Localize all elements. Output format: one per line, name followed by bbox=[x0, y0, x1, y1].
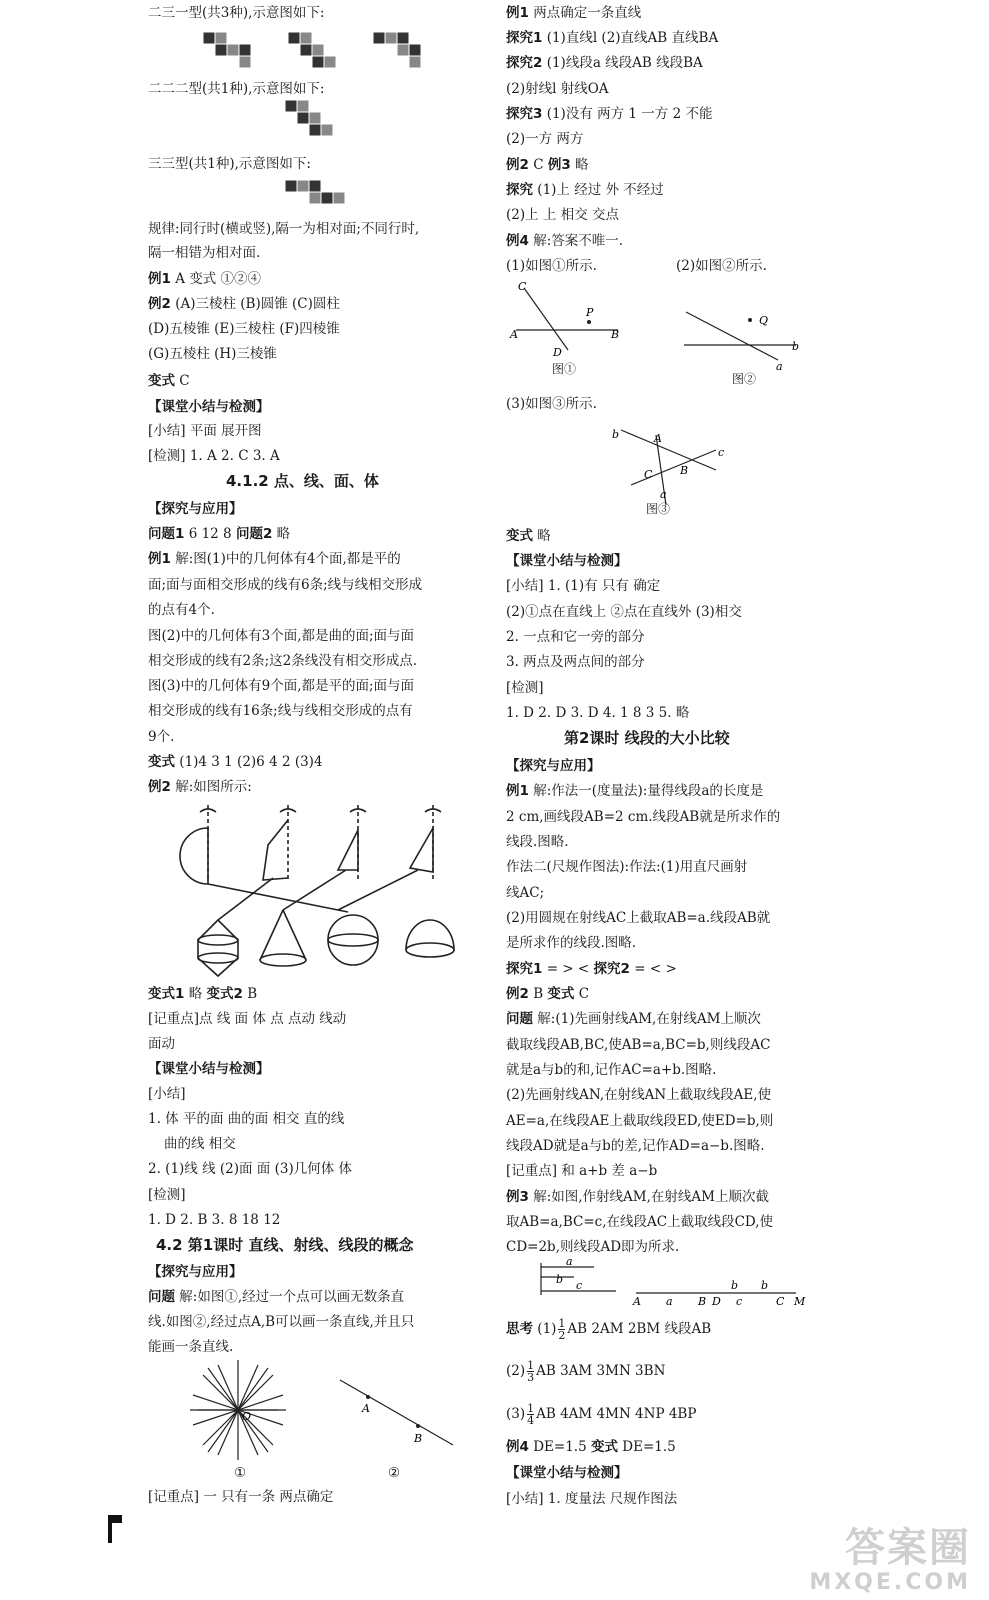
text-line: 思考 (1) $\frac{1}{2}$ AB 2AM 2BM 线段AB bbox=[506, 1317, 712, 1342]
text-line: 探究1 (1)直线l (2)直线AB 直线BA bbox=[506, 30, 719, 46]
text-line: 曲的线 相交 bbox=[164, 1136, 236, 1152]
text-line: [检测] bbox=[148, 1187, 186, 1203]
figure-label: ② bbox=[388, 1465, 401, 1481]
text-line: [记重点] 和 a+b 差 a−b bbox=[506, 1163, 658, 1179]
text-line: [小结] 1. (1)有 只有 确定 bbox=[506, 578, 661, 594]
text-line: 变式 C bbox=[148, 373, 190, 389]
text-line: 例3 解:如图,作射线AM,在射线AM上顺次截 bbox=[506, 1189, 769, 1205]
text-line: 取AB=a,BC=c,在线段AC上截取线段CD,使 bbox=[506, 1214, 774, 1230]
text-line: 1. D 2. B 3. 8 18 12 bbox=[148, 1212, 281, 1228]
svg-text:O: O bbox=[242, 1410, 252, 1423]
svg-text:c: c bbox=[718, 446, 725, 459]
text-line: 例2 B 变式 C bbox=[506, 986, 590, 1002]
text-line: [小结] 1. 度量法 尺规作图法 bbox=[506, 1491, 678, 1507]
svg-text:C: C bbox=[644, 468, 653, 481]
svg-text:A: A bbox=[633, 1295, 641, 1308]
text-line: 例1 两点确定一条直线 bbox=[506, 5, 642, 21]
text-line: 2. 一点和它一旁的部分 bbox=[506, 629, 645, 645]
text-line: 线.如图②,经过点A,B可以画一条直线,并且只 bbox=[148, 1314, 415, 1330]
watermark-logo: 答案圈 MXQE.COM bbox=[809, 1525, 971, 1595]
svg-text:b: b bbox=[792, 340, 800, 353]
text-line: 探究2 (1)线段a 线段AB 线段BA bbox=[506, 55, 703, 71]
svg-text:A: A bbox=[362, 1402, 370, 1415]
svg-text:b: b bbox=[761, 1279, 769, 1292]
cube-net-diagram-231 bbox=[198, 30, 458, 74]
text-line: 例2 C 例3 略 bbox=[506, 157, 589, 173]
svg-text:a: a bbox=[566, 1255, 573, 1268]
svg-text:D: D bbox=[712, 1295, 721, 1308]
text-line: 例1 解:图(1)中的几何体有4个面,都是平的 bbox=[148, 551, 401, 567]
text-line: 2. (1)线 线 (2)面 面 (3)几何体 体 bbox=[148, 1161, 352, 1177]
text-line: CD=2b,则线段AD即为所求. bbox=[506, 1239, 680, 1255]
text-line: 2 cm,画线段AB=2 cm.线段AB就是所求作的 bbox=[506, 809, 781, 825]
figure-caption: 图② bbox=[732, 372, 757, 386]
text-line: 3. 两点及两点间的部分 bbox=[506, 654, 645, 670]
section-heading: 【探究与应用】 bbox=[148, 501, 243, 517]
text-line: (3) $\frac{1}{4}$ AB 4AM 4MN 4NP 4BP bbox=[506, 1402, 697, 1427]
text-line: [记重点]点 线 面 体 点 点动 线动 bbox=[148, 1011, 347, 1027]
lines-through-points-diagram bbox=[178, 1360, 478, 1470]
text-line: 就是a与b的和,记作AC=a+b.图略. bbox=[506, 1062, 717, 1078]
text-line: 例1 解:作法一(度量法):量得线段a的长度是 bbox=[506, 783, 764, 799]
text-line: 规律:同行时(横或竖),隔一为相对面;不同行时, bbox=[148, 221, 420, 237]
svg-text:a: a bbox=[776, 360, 783, 373]
text-line: 图(3)中的几何体有9个面,都是平的面;面与面 bbox=[148, 678, 415, 694]
text-line: 隔一相错为相对面. bbox=[148, 245, 261, 261]
text-line: 1. 体 平的面 曲的面 相交 直的线 bbox=[148, 1111, 345, 1127]
text-line: 变式1 略 变式2 B bbox=[148, 986, 258, 1002]
svg-text:M: M bbox=[794, 1295, 806, 1308]
section-heading: 【探究与应用】 bbox=[148, 1264, 243, 1280]
text-line: (D)五棱锥 (E)三棱柱 (F)四棱锥 bbox=[148, 321, 340, 337]
svg-text:A: A bbox=[654, 432, 662, 445]
text-line: [记重点] 一 只有一条 两点确定 bbox=[148, 1489, 334, 1505]
text-line: 线段.图略. bbox=[506, 834, 569, 850]
svg-text:Q: Q bbox=[759, 314, 769, 327]
section-heading: 【课堂小结与检测】 bbox=[506, 553, 628, 569]
text-line: 相交形成的线有2条;这2条线没有相交形成点. bbox=[148, 653, 418, 669]
svg-text:c: c bbox=[736, 1295, 743, 1308]
text-line: 探究 (1)上 经过 外 不经过 bbox=[506, 182, 664, 198]
text-line: AE=a,在线段AE上截取线段ED,使ED=b,则 bbox=[506, 1113, 774, 1129]
text-line: [检测] 1. A 2. C 3. A bbox=[148, 448, 280, 464]
text-line: 能画一条直线. bbox=[148, 1339, 234, 1355]
text-line: 探究3 (1)没有 两方 1 一方 2 不能 bbox=[506, 106, 713, 122]
text-line: 探究1 = > < 探究2 = < > bbox=[506, 961, 677, 977]
text-line: (1)如图①所示. bbox=[506, 258, 597, 274]
text-line: [小结] 平面 展开图 bbox=[148, 423, 262, 439]
text-line: 图(2)中的几何体有3个面,都是曲的面;面与面 bbox=[148, 628, 415, 644]
text-line: (2)一方 两方 bbox=[506, 131, 584, 147]
subsection-title: 第2课时 线段的大小比较 bbox=[564, 729, 730, 747]
section-heading: 【探究与应用】 bbox=[506, 758, 601, 774]
svg-text:B: B bbox=[680, 464, 689, 477]
text-line: 变式 略 bbox=[506, 528, 551, 544]
section-heading: 【课堂小结与检测】 bbox=[148, 399, 270, 415]
text-line: 问题 解:(1)先画射线AM,在射线AM上顺次 bbox=[506, 1011, 761, 1027]
text-line: 1. D 2. D 3. D 4. 1 8 3 5. 略 bbox=[506, 705, 690, 721]
text-line: 例4 解:答案不唯一. bbox=[506, 233, 624, 249]
text-line: (2)上 上 相交 交点 bbox=[506, 207, 619, 223]
text-line: 9个. bbox=[148, 729, 175, 745]
subsection-title: 4.2 第1课时 直线、射线、线段的概念 bbox=[156, 1236, 414, 1254]
svg-text:B: B bbox=[414, 1432, 423, 1445]
text-line: (G)五棱柱 (H)三棱锥 bbox=[148, 346, 277, 362]
cube-net-diagram-33 bbox=[283, 178, 347, 210]
text-line: 例2 解:如图所示: bbox=[148, 779, 252, 795]
svg-text:C: C bbox=[518, 280, 527, 293]
text-line: 三三型(共1种),示意图如下: bbox=[148, 156, 311, 172]
svg-text:B: B bbox=[611, 328, 620, 341]
text-line: 问题1 6 12 8 问题2 略 bbox=[148, 526, 291, 542]
text-line: (2)射线l 射线OA bbox=[506, 81, 609, 97]
text-line: 面;面与面相交形成的线有6条;线与线相交形成 bbox=[148, 577, 423, 593]
svg-text:b: b bbox=[612, 428, 620, 441]
svg-text:a: a bbox=[660, 488, 667, 501]
line-figure-3 bbox=[606, 420, 736, 510]
svg-text:P: P bbox=[586, 306, 594, 319]
subsection-title: 4.1.2 点、线、面、体 bbox=[226, 472, 379, 490]
text-line: [检测] bbox=[506, 680, 544, 696]
figure-caption: 图① bbox=[552, 362, 577, 376]
text-line: 的点有4个. bbox=[148, 602, 215, 618]
svg-text:b: b bbox=[556, 1273, 564, 1286]
text-line: 二三一型(共3种),示意图如下: bbox=[148, 5, 325, 21]
svg-text:A: A bbox=[510, 328, 518, 341]
text-line: [小结] bbox=[148, 1086, 186, 1102]
text-line: 例1 A 变式 ①②④ bbox=[148, 271, 262, 287]
svg-text:c: c bbox=[576, 1279, 583, 1292]
text-line: (2)先画射线AN,在射线AN上截取线段AE,使 bbox=[506, 1087, 772, 1103]
svg-text:B: B bbox=[698, 1295, 707, 1308]
cube-net-diagram-222 bbox=[283, 98, 343, 142]
text-line: 作法二(尺规作图法):作法:(1)用直尺画射 bbox=[506, 859, 748, 875]
svg-text:C: C bbox=[776, 1295, 785, 1308]
figure-label: ① bbox=[234, 1465, 247, 1481]
text-line: (2)①点在直线上 ②点在直线外 (3)相交 bbox=[506, 604, 742, 620]
segment-construction-diagram bbox=[536, 1255, 826, 1308]
text-line: 面动 bbox=[148, 1036, 175, 1052]
text-line: 线段AD就是a与b的差,记作AD=a−b.图略. bbox=[506, 1138, 765, 1154]
text-line: (2)用圆规在射线AC上截取AB=a.线段AB就 bbox=[506, 910, 771, 926]
rotation-solids-diagram bbox=[178, 800, 478, 980]
section-heading: 【课堂小结与检测】 bbox=[506, 1465, 628, 1481]
svg-text:D: D bbox=[553, 346, 562, 359]
text-line: (2) $\frac{1}{3}$ AB 3AM 3MN 3BN bbox=[506, 1359, 666, 1384]
page-marker-icon bbox=[108, 1515, 122, 1543]
text-line: 截取线段AB,BC,使AB=a,BC=b,则线段AC bbox=[506, 1037, 771, 1053]
text-line: 例2 (A)三棱柱 (B)圆锥 (C)圆柱 bbox=[148, 296, 340, 312]
text-line: (2)如图②所示. bbox=[676, 258, 767, 274]
text-line: (3)如图③所示. bbox=[506, 396, 597, 412]
text-line: 二二二型(共1种),示意图如下: bbox=[148, 81, 325, 97]
text-line: 变式 (1)4 3 1 (2)6 4 2 (3)4 bbox=[148, 754, 323, 770]
figure-caption: 图③ bbox=[646, 502, 671, 516]
text-line: 线AC; bbox=[506, 885, 545, 901]
svg-text:b: b bbox=[731, 1279, 739, 1292]
text-line: 相交形成的线有16条;线与线相交形成的点有 bbox=[148, 703, 413, 719]
section-heading: 【课堂小结与检测】 bbox=[148, 1061, 270, 1077]
svg-text:a: a bbox=[666, 1295, 673, 1308]
text-line: 是所求作的线段.图略. bbox=[506, 935, 637, 951]
text-line: 例4 DE=1.5 变式 DE=1.5 bbox=[506, 1439, 676, 1455]
text-line: 问题 解:如图①,经过一个点可以画无数条直 bbox=[148, 1289, 405, 1305]
